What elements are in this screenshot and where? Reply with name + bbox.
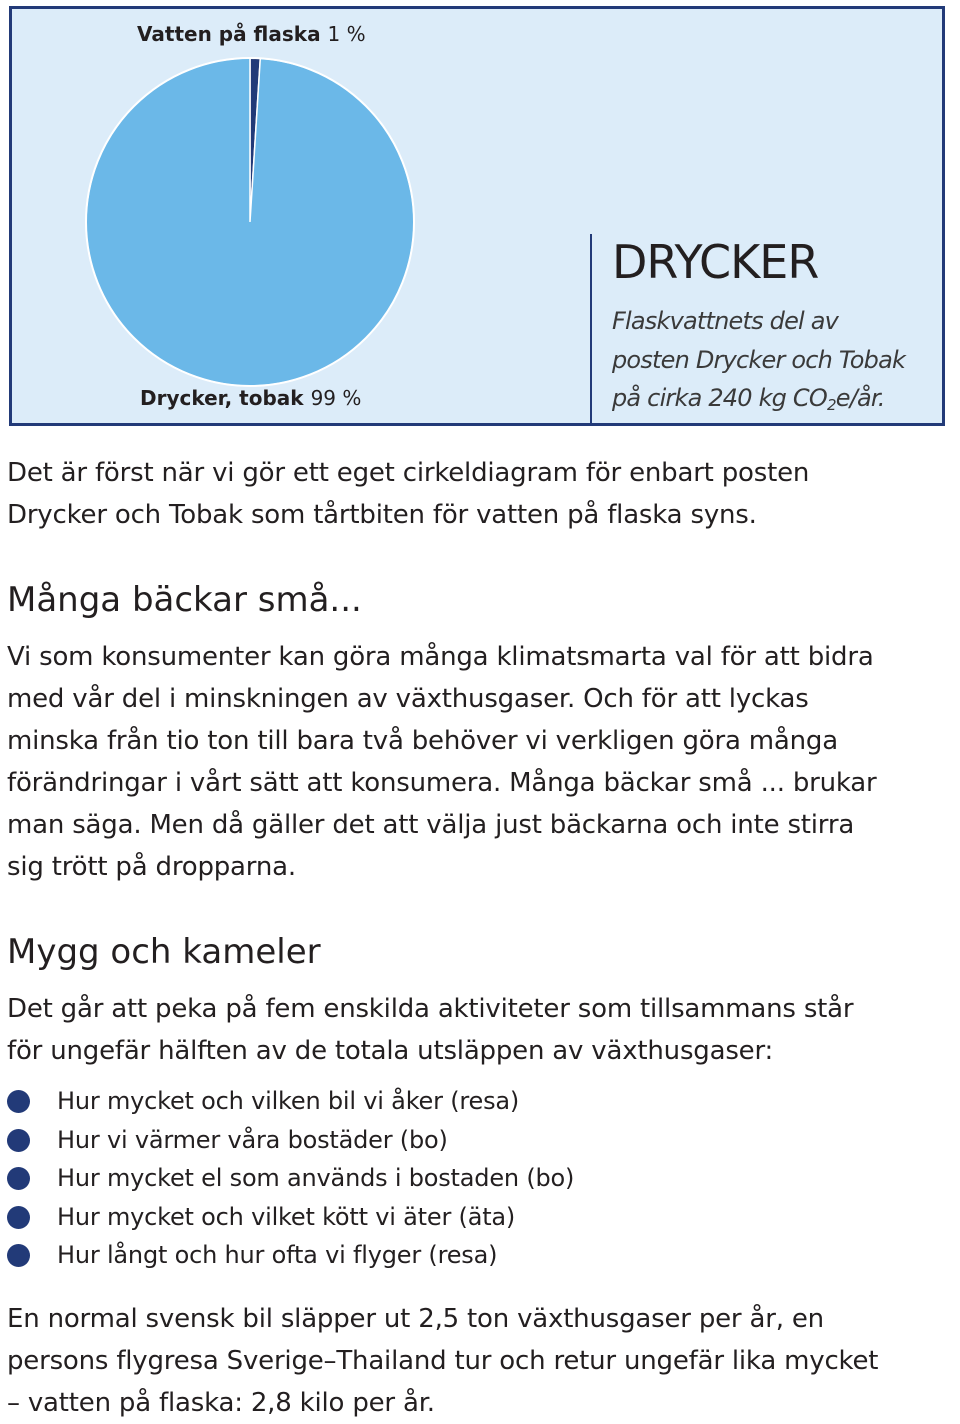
list-item	[7, 1082, 574, 1121]
panel-subtitle-subscript: 2	[826, 396, 836, 414]
section-heading-manga-backar: Många bäckar små...	[7, 580, 362, 620]
closing-line: persons flygresa Sverige–Thailand tur och retur ungefär lika mycket	[7, 1346, 879, 1376]
section2-line: Det går att peka på fem enskilda aktiviteter som tillsammans står	[7, 994, 854, 1024]
list-item	[7, 1198, 574, 1237]
bullet-icon	[7, 1167, 30, 1190]
closing-line: En normal svensk bil släpper ut 2,5 ton växthusgaser per år, en	[7, 1304, 824, 1334]
list-item-text: Hur mycket el som används i bostaden (bo)	[57, 1164, 575, 1192]
bullet-icon	[7, 1129, 30, 1152]
intro-line-2: Drycker och Tobak som tårtbiten för vatten på flaska syns.	[7, 500, 757, 530]
section1-line: med vår del i minskningen av växthusgaser. Och för att lyckas	[7, 684, 809, 714]
pie-slice-drycker-tobak	[86, 58, 414, 386]
panel-subtitle-line-1: Flaskvattnets del av	[612, 307, 839, 335]
intro-paragraph	[7, 452, 937, 536]
panel-title: DRYCKER	[612, 235, 819, 289]
list-item	[7, 1159, 574, 1198]
section1-line: förändringar i vårt sätt att konsumera. Många bäckar små ... brukar	[7, 768, 877, 798]
section1-line: minska från tio ton till bara två behöver vi verkligen göra många	[7, 726, 838, 756]
closing-paragraph	[7, 1298, 937, 1424]
intro-line-1: Det är först när vi gör ett eget cirkeldiagram för enbart posten	[7, 458, 810, 488]
section1-paragraph	[7, 636, 937, 888]
section2-paragraph	[7, 988, 937, 1072]
panel-subtitle-line-3	[612, 379, 932, 418]
slice-label-drycker	[140, 386, 361, 410]
activity-list	[7, 1082, 574, 1275]
panel-subtitle	[612, 302, 932, 418]
list-item	[7, 1121, 574, 1160]
slice-label-drycker-pct: 99 %	[310, 386, 362, 410]
bullet-icon	[7, 1090, 30, 1113]
closing-line: – vatten på flaska: 2,8 kilo per år.	[7, 1388, 435, 1418]
slice-label-drycker-name: Drycker, tobak	[140, 386, 304, 410]
section2-line: för ungefär hälften av de totala utsläppen av växthusgaser:	[7, 1036, 774, 1066]
panel-subtitle-line-2: posten Drycker och Tobak	[612, 345, 906, 374]
bullet-icon	[7, 1206, 30, 1229]
slice-label-vatten-name: Vatten på flaska	[137, 22, 321, 46]
divider-line	[590, 234, 592, 423]
list-item-text: Hur långt och hur ofta vi flyger (resa)	[57, 1241, 498, 1269]
pie-chart	[70, 48, 430, 398]
slice-label-vatten	[137, 22, 366, 46]
list-item-text: Hur mycket och vilket kött vi äter (äta)	[57, 1202, 516, 1231]
section1-line: sig trött på dropparna.	[7, 852, 296, 882]
slice-label-vatten-pct: 1 %	[327, 22, 366, 46]
list-item	[7, 1236, 574, 1275]
panel-subtitle-co2: på cirka 240 kg CO	[612, 384, 827, 412]
section-heading-mygg-och-kameler: Mygg och kameler	[7, 932, 321, 972]
panel-subtitle-unit: e/år.	[835, 384, 885, 412]
section1-line: man säga. Men då gäller det att välja just bäckarna och inte stirra	[7, 810, 855, 840]
list-item-text: Hur mycket och vilken bil vi åker (resa)	[57, 1087, 520, 1115]
bullet-icon	[7, 1244, 30, 1267]
section1-line: Vi som konsumenter kan göra många klimatsmarta val för att bidra	[7, 642, 874, 672]
list-item-text: Hur vi värmer våra bostäder (bo)	[57, 1125, 448, 1154]
